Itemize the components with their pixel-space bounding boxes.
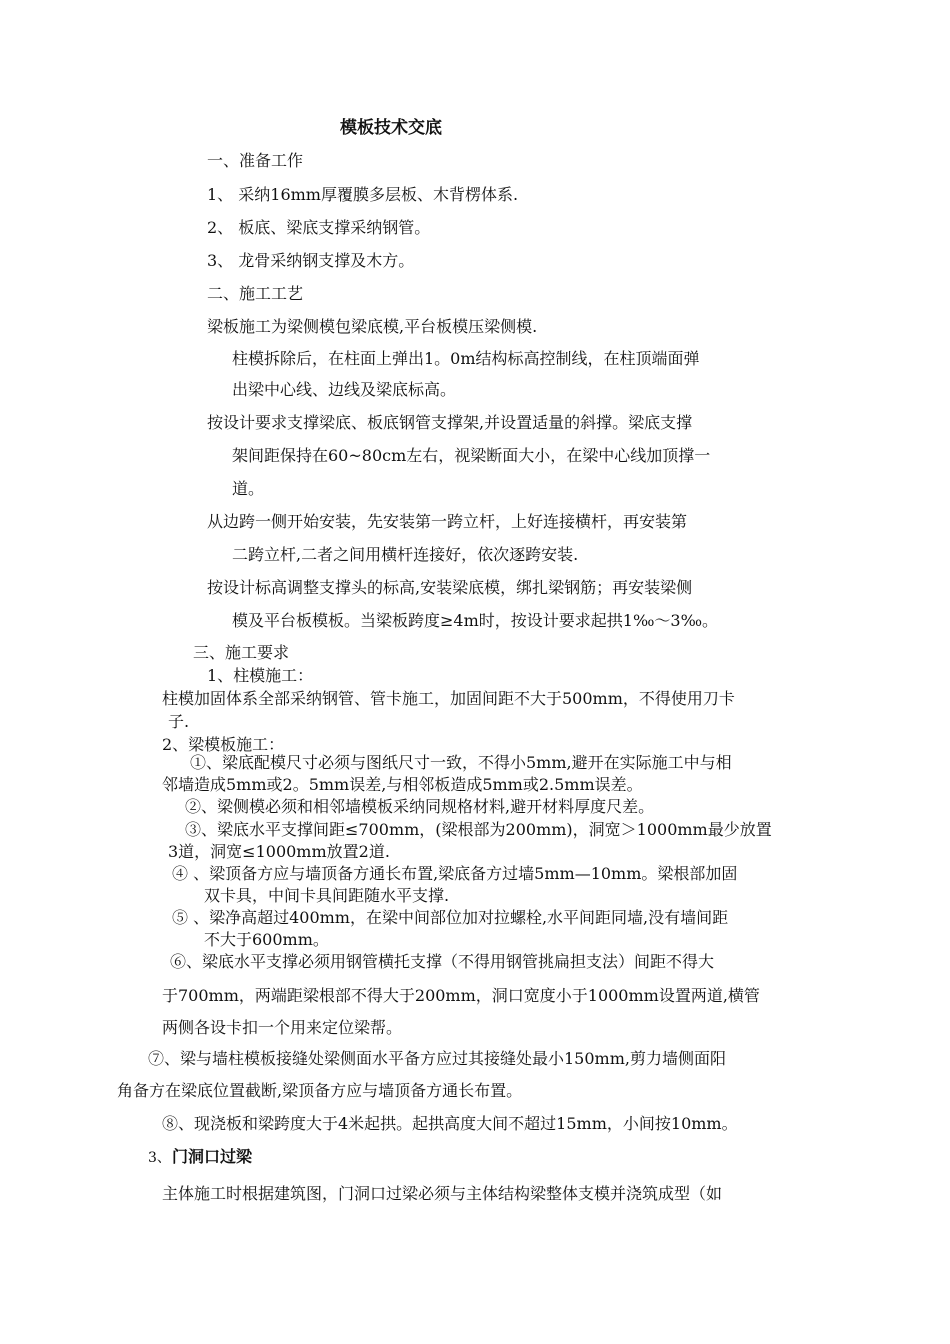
paragraph-line: 两侧各设卡扣一个用来定位梁帮。 <box>162 1018 403 1037</box>
paragraph-line: 出梁中心线、边线及梁底标高。 <box>232 380 457 399</box>
paragraph-line: 按设计要求支撑梁底、板底钢管支撑架,并设置适量的斜撑。梁底支撑 <box>207 413 693 432</box>
paragraph-line: 不大于600mm。 <box>204 930 329 949</box>
list-item-1: 1、 采纳16mm厚覆膜多层板、木背楞体系. <box>207 185 519 204</box>
heading-process: 二、施工工艺 <box>207 284 304 303</box>
paragraph-line: 按设计标高调整支撑头的标高,安装梁底模，绑扎梁钢筋；再安装梁侧 <box>207 578 693 597</box>
paragraph-line: 3道，洞宽≤1000mm放置2道. <box>168 842 390 861</box>
paragraph-line: 子. <box>168 712 190 731</box>
list-item-2: 2、 板底、梁底支撑采纳钢管。 <box>207 218 431 237</box>
document-title: 模板技术交底 <box>340 118 442 138</box>
paragraph-line: 柱模拆除后，在柱面上弹出1。0m结构标高控制线，在柱顶端面弹 <box>232 349 700 368</box>
heading-preparation: 一、准备工作 <box>207 151 304 170</box>
paragraph-line: ⑦、梁与墙柱模板接缝处梁侧面水平备方应过其接缝处最小150mm,剪力墙侧面阳 <box>148 1049 726 1068</box>
paragraph-line: ⑤ 、梁净高超过400mm，在梁中间部位加对拉螺栓,水平间距同墙,没有墙间距 <box>172 908 729 927</box>
paragraph-line: 于700mm，两端距梁根部不得大于200mm，洞口宽度小于1000mm设置两道,横管 <box>162 986 760 1005</box>
paragraph-line: 二跨立杆,二者之间用横杆连接好，依次逐跨安装. <box>232 545 579 564</box>
subheading-column-formwork: 1、柱模施工： <box>207 666 314 685</box>
paragraph-line: 邻墙造成5mm或2。5mm误差,与相邻板造成5mm或2.5mm误差。 <box>162 775 643 794</box>
list-item-3: 3、 龙骨采纳钢支撑及木方。 <box>207 251 415 270</box>
paragraph-line: ③、梁底水平支撑间距≤700mm，(梁根部为200mm)，洞宽＞1000mm最少放置 <box>185 820 772 839</box>
paragraph-line: 模及平台板模板。当梁板跨度≥4m时，按设计要求起拱1‰～3‰。 <box>232 611 719 630</box>
paragraph-line: 梁板施工为梁侧模包梁底模,平台板模压梁侧模. <box>207 317 538 336</box>
paragraph-line: ④ 、梁顶备方应与墙顶备方通长布置,梁底备方过墙5mm—10mm。梁根部加固 <box>172 864 738 883</box>
paragraph-line: ①、梁底配模尺寸必须与图纸尺寸一致，不得小5mm,避开在实际施工中与相 <box>190 753 732 772</box>
paragraph-line: 主体施工时根据建筑图，门洞口过梁必须与主体结构梁整体支模并浇筑成型（如 <box>162 1184 723 1203</box>
paragraph-line: 道。 <box>232 479 265 498</box>
subheading-door-lintel: 门洞口过梁 <box>172 1147 253 1166</box>
paragraph-line: 从边跨一侧开始安装，先安装第一跨立杆，上好连接横杆，再安装第 <box>207 512 688 531</box>
paragraph-line: ⑥、梁底水平支撑必须用钢管横托支撑（不得用钢管挑扁担支法）间距不得大 <box>170 952 715 971</box>
paragraph-line: 双卡具，中间卡具间距随水平支撑. <box>204 886 450 905</box>
paragraph-line: ⑧、现浇板和梁跨度大于4米起拱。起拱高度大间不超过15mm，小间按10mm。 <box>162 1114 738 1133</box>
paragraph-line: 角备方在梁底位置截断,梁顶备方应与墙顶备方通长布置。 <box>117 1081 523 1100</box>
subheading-beam-formwork: 2、梁模板施工： <box>162 735 285 754</box>
section-number: 3、 <box>148 1150 171 1166</box>
heading-requirements: 三、施工要求 <box>193 643 290 662</box>
paragraph-line: 架间距保持在60~80cm左右，视梁断面大小，在梁中心线加顶撑一 <box>232 446 711 465</box>
paragraph-line: 柱模加固体系全部采纳钢管、管卡施工，加固间距不大于500mm，不得使用刀卡 <box>162 689 735 708</box>
paragraph-line: ②、梁侧模必须和相邻墙模板采纳同规格材料,避开材料厚度尺差。 <box>185 797 655 816</box>
